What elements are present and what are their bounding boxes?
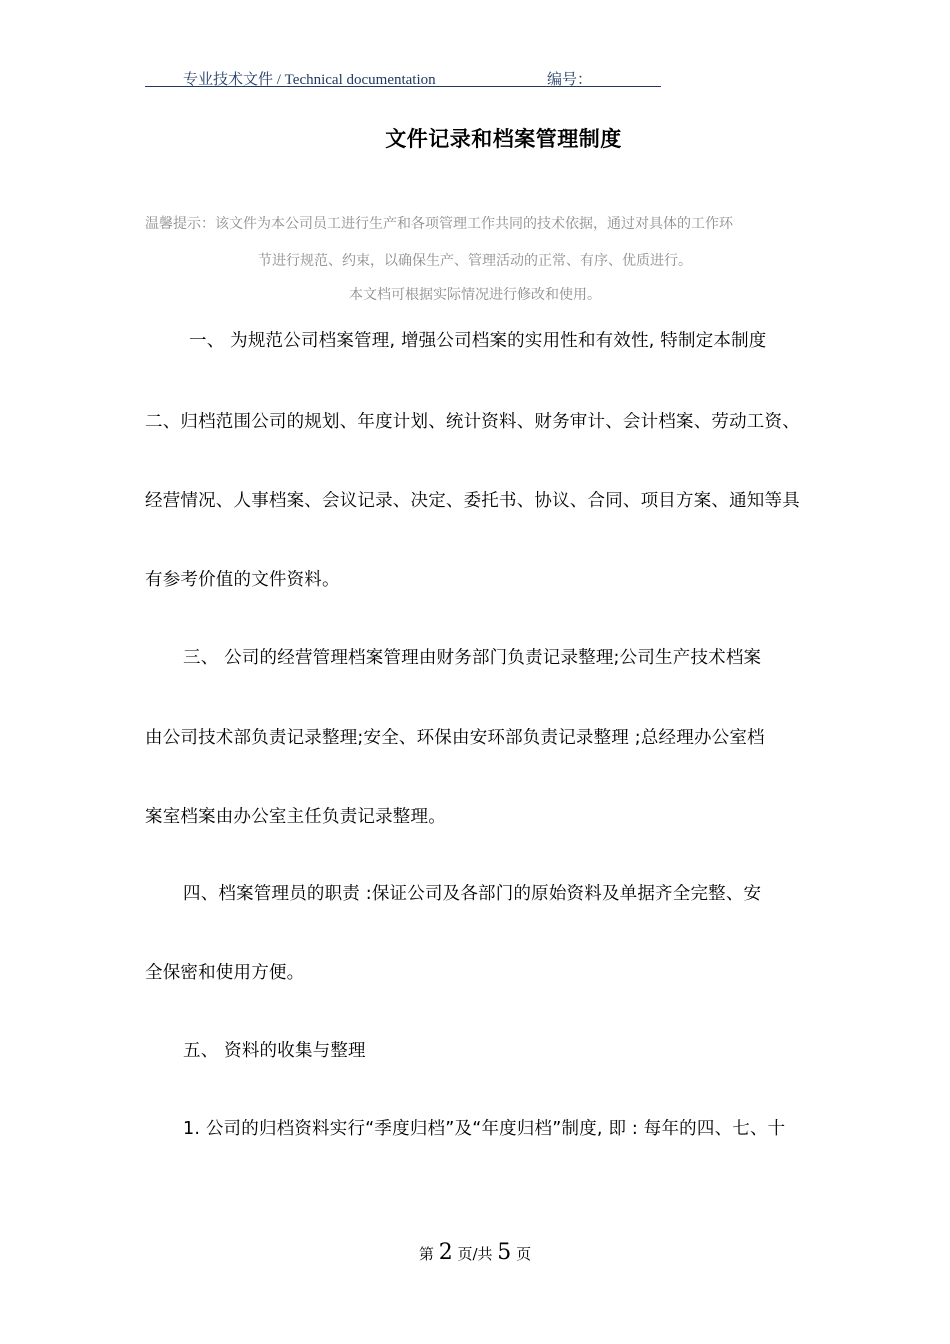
- body-line-11: 1. 公司的归档资料实行“季度归档”及“年度归档”制度, 即 : 每年的四、七、十: [183, 1119, 786, 1139]
- current-page: 2: [438, 1240, 453, 1265]
- header-number-label: 编号：: [547, 72, 593, 88]
- header-category: 专业技术文件 / Technical documentation: [183, 72, 436, 88]
- document-title: 文件记录和档案管理制度: [385, 127, 622, 151]
- page-prefix: 第: [418, 1245, 439, 1263]
- body-line-3: 经营情况、人事档案、会议记录、决定、委托书、协议、合同、项目方案、通知等具: [145, 491, 800, 511]
- body-line-10: 五、 资料的收集与整理: [183, 1041, 366, 1061]
- tip-line-2: 节进行规范、约束，以确保生产、管理活动的正常、有序、优质进行。: [258, 253, 692, 269]
- total-pages: 5: [497, 1240, 512, 1265]
- page-middle: 页/共: [452, 1245, 498, 1263]
- body-line-7: 案室档案由办公室主任负责记录整理。: [145, 807, 446, 827]
- tip-line-1: 温馨提示：该文件为本公司员工进行生产和各项管理工作共同的技术依据，通过对具体的工作环: [145, 216, 733, 232]
- document-header: [145, 66, 661, 87]
- body-line-6: 由公司技术部负责记录整理;安全、环保由安环部负责记录整理 ;总经理办公室档: [145, 728, 765, 748]
- body-line-4: 有参考价值的文件资料。: [145, 570, 340, 590]
- body-line-1: 一、 为规范公司档案管理, 增强公司档案的实用性和有效性, 特制定本制度: [189, 331, 767, 351]
- page-number: [0, 1240, 950, 1265]
- page-suffix: 页: [511, 1245, 532, 1263]
- tip-line-3: 本文档可根据实际情况进行修改和使用。: [349, 287, 601, 303]
- body-line-5: 三、 公司的经营管理档案管理由财务部门负责记录整理;公司生产技术档案: [183, 648, 762, 668]
- body-line-9: 全保密和使用方便。: [145, 963, 305, 983]
- body-line-8: 四、档案管理员的职责 :保证公司及各部门的原始资料及单据齐全完整、安: [183, 884, 762, 904]
- body-line-2: 二、归档范围公司的规划、年度计划、统计资料、财务审计、会计档案、劳动工资、: [145, 412, 800, 432]
